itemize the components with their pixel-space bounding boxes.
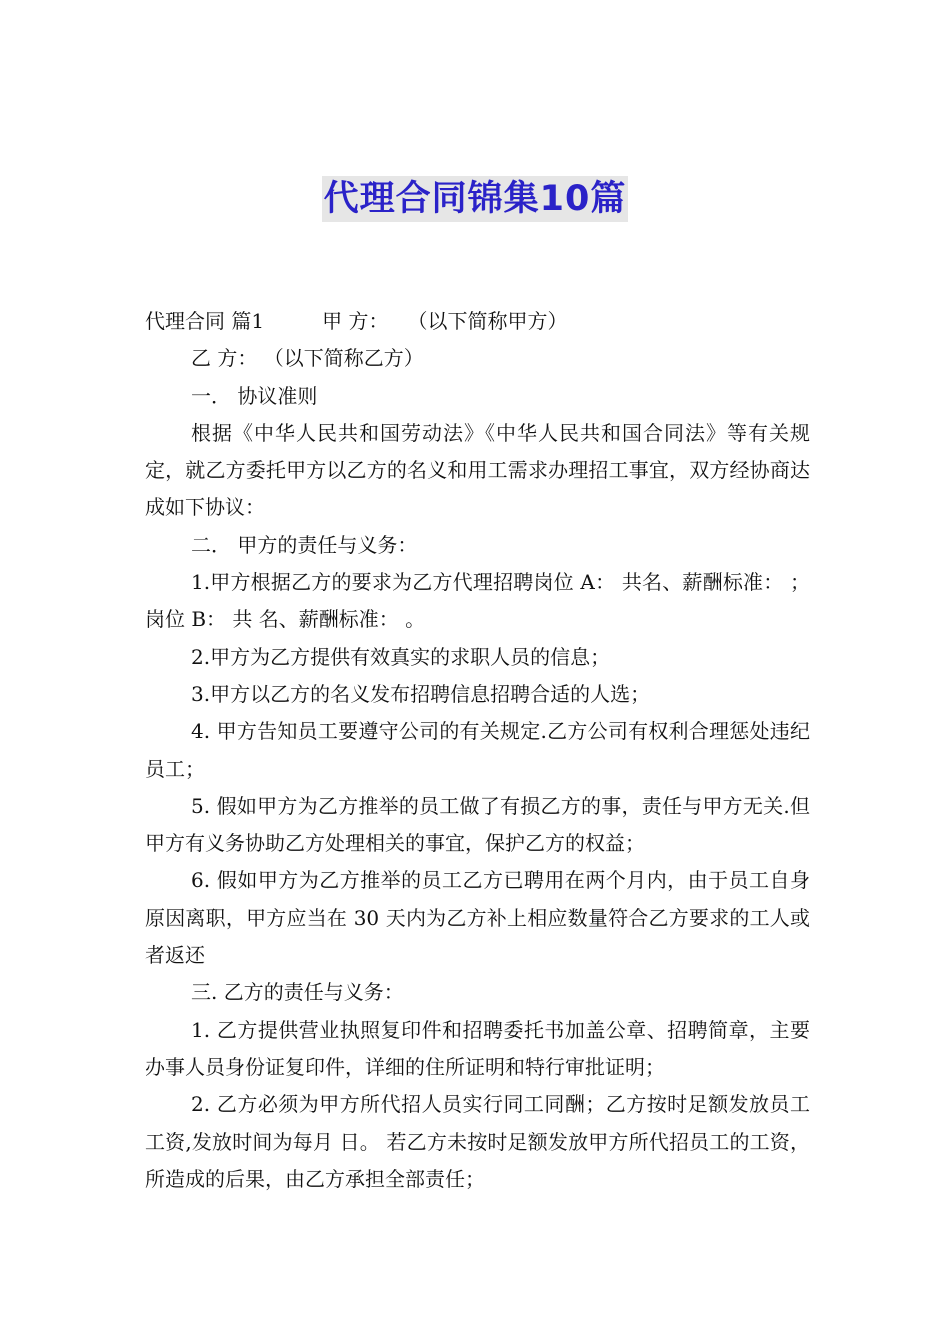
document-title: 代理合同锦集10篇 — [322, 176, 629, 222]
paragraph: 一． 协议准则 — [191, 383, 318, 408]
paragraph: 3.甲方以乙方的名义发布招聘信息招聘合适的人选； — [191, 681, 651, 706]
paragraph: 根据《中华人民共和国劳动法》《中华人民共和国合同法》等有关规定，就乙方委托甲方以乙方的名义和用工需求办理招工事宜，双方经协商达成如下协议： — [145, 420, 810, 520]
document-body — [145, 303, 810, 1198]
paragraph: 三. 乙方的责任与义务： — [191, 980, 404, 1005]
paragraph: 乙 方： （以下简称乙方） — [191, 346, 424, 371]
paragraph: 4. 甲方告知员工要遵守公司的有关规定.乙方公司有权利合理惩处违纪员工； — [145, 719, 810, 781]
party-a-line: 甲 方： （以下简称甲方） — [322, 309, 568, 333]
paragraph: 5. 假如甲方为乙方推举的员工做了有损乙方的事，责任与甲方无关.但甲方有义务协助乙方处理相关的事宜，保护乙方的权益； — [145, 793, 810, 856]
paragraph: 二． 甲方的责任与义务： — [191, 532, 418, 557]
first-line — [145, 303, 810, 340]
paragraph: 1.甲方根据乙方的要求为乙方代理招聘岗位 A： 共名、薪酬标准： ；岗位 B： 共 名、薪酬标准： 。 — [145, 570, 810, 632]
section-heading: 代理合同 篇1 — [145, 309, 265, 333]
title-block — [0, 176, 950, 222]
paragraph: 2.甲方为乙方提供有效真实的求职人员的信息； — [191, 644, 611, 669]
paragraph: 2. 乙方必须为甲方所代招人员实行同工同酬；乙方按时足额发放员工工资,发放时间为每月 日。 若乙方未按时足额发放甲方所代招员工的工资，所造成的后果，由乙方承担全部责任； — [145, 1092, 810, 1191]
paragraph: 1. 乙方提供营业执照复印件和招聘委托书加盖公章、招聘简章，主要办事人员身份证复印件，详细的住所证明和特行审批证明； — [145, 1017, 810, 1079]
paragraph: 6. 假如甲方为乙方推举的员工乙方已聘用在两个月内，由于员工自身原因离职，甲方应当在 30 天内为乙方补上相应数量符合乙方要求的工人或者返还 — [145, 868, 810, 968]
